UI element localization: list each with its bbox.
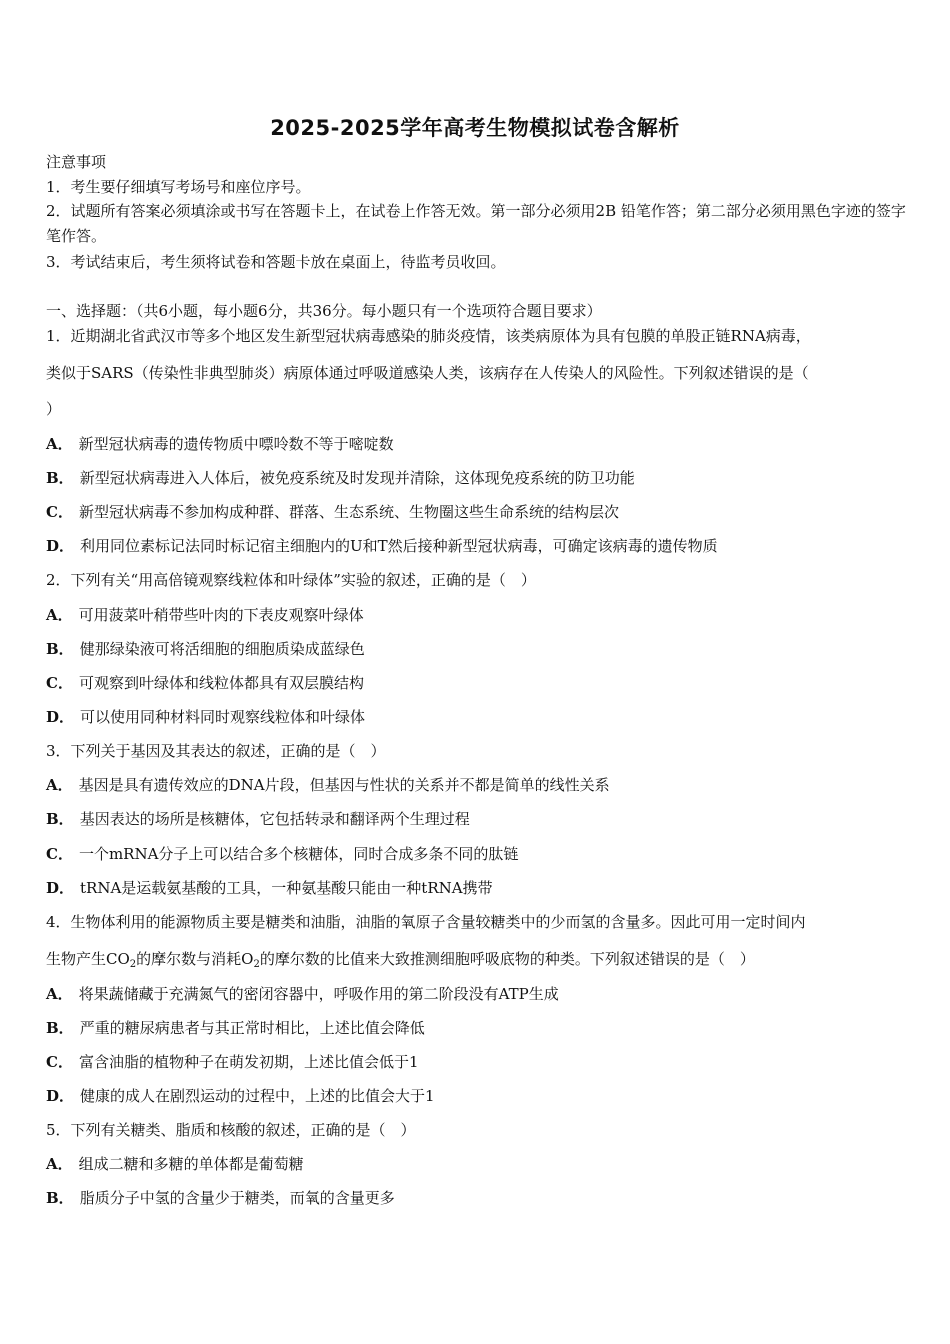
option-text: 一个mRNA分子上可以结合多个核糖体，同时合成多条不同的肽链 <box>78 845 519 863</box>
option-letter: A． <box>46 606 73 624</box>
option-text: 可用菠菜叶稍带些叶肉的下表皮观察叶绿体 <box>78 606 364 624</box>
option-text: 健那绿染液可将活细胞的细胞质染成蓝绿色 <box>79 640 365 658</box>
option-text: 富含油脂的植物种子在萌发初期，上述比值会低于1 <box>78 1053 419 1071</box>
question-2-option-c <box>46 673 908 693</box>
question-1-option-b <box>46 468 908 488</box>
notice-item-2: 2．试题所有答案必须填涂或书写在答题卡上，在试卷上作答无效。第一部分必须用2B 铅笔作答；第二部分必须用黑色字迹的签字笔作答。 <box>46 202 906 245</box>
option-letter: B． <box>46 1019 74 1037</box>
option-letter: C． <box>46 845 73 863</box>
option-text: 严重的糖尿病患者与其正常时相比，上述比值会降低 <box>79 1019 425 1037</box>
question-4-stem-line-2 <box>46 949 908 969</box>
question-1-stem-line-1: 1．近期湖北省武汉市等多个地区发生新型冠状病毒感染的肺炎疫情，该类病原体为具有包膜的单股正链RNA病毒， <box>46 327 811 345</box>
page-title: 2025-2025学年高考生物模拟试卷含解析 <box>270 116 680 140</box>
question-5-option-a <box>46 1154 908 1174</box>
option-letter: B． <box>46 1189 74 1207</box>
question-4-option-d <box>46 1086 908 1106</box>
option-letter: A． <box>46 435 73 453</box>
option-letter: D． <box>46 537 75 555</box>
option-letter: C． <box>46 674 73 692</box>
question-3-option-b <box>46 809 908 829</box>
question-3-option-c <box>46 844 908 864</box>
option-text: 新型冠状病毒进入人体后，被免疫系统及时发现并清除，这体现免疫系统的防卫功能 <box>79 469 635 487</box>
option-letter: A． <box>46 1155 73 1173</box>
question-5-stem: 5．下列有关糖类、脂质和核酸的叙述，正确的是（ ） <box>46 1121 416 1139</box>
question-4-option-c <box>46 1052 908 1072</box>
question-1-option-d <box>46 536 908 556</box>
question-1-stem-line-2: 类似于SARS（传染性非典型肺炎）病原体通过呼吸道感染人类，该病存在人传染人的风险性。下列叙述错误的是（ <box>46 364 809 382</box>
question-2-option-a <box>46 605 908 625</box>
option-letter: A． <box>46 776 73 794</box>
option-text: 基因是具有遗传效应的DNA片段，但基因与性状的关系并不都是简单的线性关系 <box>78 776 610 794</box>
option-text: 新型冠状病毒不参加构成种群、群落、生态系统、生物圈这些生命系统的结构层次 <box>78 503 619 521</box>
option-letter: C． <box>46 1053 73 1071</box>
option-letter: B． <box>46 810 74 828</box>
option-text: 将果蔬储藏于充满氮气的密闭容器中，呼吸作用的第二阶段没有ATP生成 <box>78 985 559 1003</box>
option-text: 新型冠状病毒的遗传物质中嘌呤数不等于嘧啶数 <box>78 435 394 453</box>
notice-item-3: 3．考试结束后，考生须将试卷和答题卡放在桌面上，待监考员收回。 <box>46 253 506 271</box>
notice-item-1: 1．考生要仔细填写考场号和座位序号。 <box>46 178 311 196</box>
option-letter: A． <box>46 985 73 1003</box>
question-2-option-b <box>46 639 908 659</box>
stem-text: 的摩尔数与消耗O <box>136 950 254 968</box>
option-letter: D． <box>46 1087 75 1105</box>
option-letter: B． <box>46 640 74 658</box>
section-heading: 一、选择题：（共6小题，每小题6分，共36分。每小题只有一个选项符合题目要求） <box>46 302 602 320</box>
question-4-stem-line-1: 4．生物体利用的能源物质主要是糖类和油脂，油脂的氧原子含量较糖类中的少而氢的含量多。因此可用一定时间内 <box>46 913 806 931</box>
option-text: 可以使用同种材料同时观察线粒体和叶绿体 <box>80 708 366 726</box>
stem-text: 生物产生CO <box>46 950 130 968</box>
option-text: 健康的成人在剧烈运动的过程中，上述的比值会大于1 <box>80 1087 435 1105</box>
question-4-option-a <box>46 984 908 1004</box>
question-2-option-d <box>46 707 908 727</box>
subscript: 2 <box>253 959 260 970</box>
question-4-option-b <box>46 1018 908 1038</box>
question-3-option-d <box>46 878 908 898</box>
question-1-stem-line-3: ） <box>46 400 62 418</box>
question-1-option-c <box>46 502 908 522</box>
question-3-option-a <box>46 775 908 795</box>
option-text: 利用同位素标记法同时标记宿主细胞内的U和T然后接种新型冠状病毒，可确定该病毒的遗传物质 <box>80 537 718 555</box>
option-letter: B． <box>46 469 74 487</box>
question-5-option-b <box>46 1188 908 1208</box>
option-text: 组成二糖和多糖的单体都是葡萄糖 <box>78 1155 304 1173</box>
question-1-option-a <box>46 434 908 454</box>
subscript: 2 <box>129 959 137 970</box>
option-text: 脂质分子中氢的含量少于糖类，而氧的含量更多 <box>79 1189 395 1207</box>
option-letter: D． <box>46 879 75 897</box>
question-2-stem: 2．下列有关“用高倍镜观察线粒体和叶绿体”实验的叙述，正确的是（ ） <box>46 571 536 589</box>
notice-heading: 注意事项 <box>46 153 107 171</box>
option-text: 基因表达的场所是核糖体，它包括转录和翻译两个生理过程 <box>79 810 470 828</box>
question-3-stem: 3．下列关于基因及其表达的叙述，正确的是（ ） <box>46 742 386 760</box>
option-letter: D． <box>46 708 75 726</box>
option-text: tRNA是运载氨基酸的工具，一种氨基酸只能由一种tRNA携带 <box>80 879 493 897</box>
option-letter: C． <box>46 503 73 521</box>
option-text: 可观察到叶绿体和线粒体都具有双层膜结构 <box>78 674 364 692</box>
stem-text: 的摩尔数的比值来大致推测细胞呼吸底物的种类。下列叙述错误的是（ ） <box>259 950 755 968</box>
